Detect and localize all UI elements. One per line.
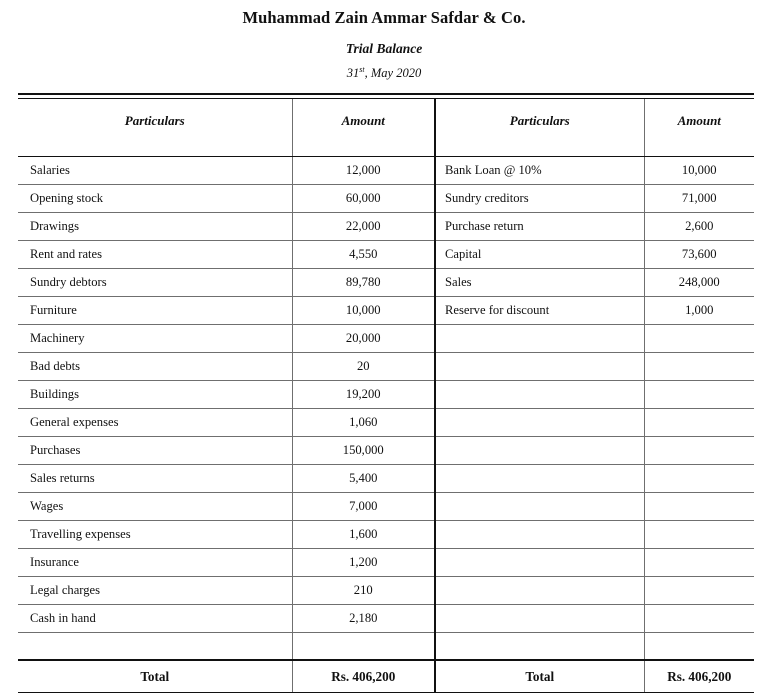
cell-amount-credit (644, 436, 754, 464)
table-body (18, 156, 754, 660)
total-label-debit: Total (18, 661, 292, 693)
table-row (18, 380, 754, 408)
cell-amount-credit (644, 576, 754, 604)
cell-amount-credit: 2,600 (644, 212, 754, 240)
cell-particular-debit: Drawings (18, 212, 292, 240)
table-row (18, 296, 754, 324)
cell-amount-debit: 1,060 (292, 408, 435, 436)
table-row (18, 212, 754, 240)
cell-amount-debit: 20,000 (292, 324, 435, 352)
table-row (18, 464, 754, 492)
total-amount-debit: Rs. 406,200 (292, 661, 435, 693)
cell-amount-credit: 1,000 (644, 296, 754, 324)
cell-particular-debit: Salaries (18, 156, 292, 184)
cell-particular-credit: Sales (435, 268, 644, 296)
table-row (18, 408, 754, 436)
document-heading (0, 0, 768, 81)
cell-particular-credit (435, 632, 644, 660)
cell-particular-credit (435, 548, 644, 576)
cell-particular-debit (18, 632, 292, 660)
cell-amount-credit (644, 324, 754, 352)
table-row (18, 240, 754, 268)
table-row (18, 268, 754, 296)
cell-particular-credit: Bank Loan @ 10% (435, 156, 644, 184)
table-row (18, 184, 754, 212)
trial-balance-table-wrapper (0, 93, 768, 696)
cell-amount-credit: 71,000 (644, 184, 754, 212)
cell-particular-credit: Sundry creditors (435, 184, 644, 212)
cell-particular-debit: Machinery (18, 324, 292, 352)
cell-particular-debit: Purchases (18, 436, 292, 464)
cell-particular-credit (435, 408, 644, 436)
cell-particular-credit (435, 604, 644, 632)
cell-amount-debit: 4,550 (292, 240, 435, 268)
date-ordinal-suffix: st (359, 64, 365, 74)
cell-particular-credit (435, 576, 644, 604)
cell-amount-credit: 248,000 (644, 268, 754, 296)
cell-amount-debit: 89,780 (292, 268, 435, 296)
cell-particular-credit (435, 436, 644, 464)
cell-amount-credit (644, 492, 754, 520)
table-row (18, 492, 754, 520)
table-footer (18, 660, 754, 696)
document-date (0, 65, 768, 81)
cell-particular-credit (435, 324, 644, 352)
column-header-amount-credit: Amount (644, 98, 754, 156)
cell-amount-debit: 22,000 (292, 212, 435, 240)
cell-particular-debit: Sales returns (18, 464, 292, 492)
cell-particular-debit: General expenses (18, 408, 292, 436)
cell-amount-credit (644, 464, 754, 492)
cell-amount-debit: 1,200 (292, 548, 435, 576)
date-day: 31 (346, 65, 360, 80)
cell-particular-debit: Legal charges (18, 576, 292, 604)
cell-amount-debit: 5,400 (292, 464, 435, 492)
cell-particular-credit (435, 380, 644, 408)
table-header (18, 94, 754, 157)
cell-particular-debit: Opening stock (18, 184, 292, 212)
cell-particular-credit: Purchase return (435, 212, 644, 240)
cell-amount-credit (644, 632, 754, 660)
cell-amount-debit: 2,180 (292, 604, 435, 632)
table-row (18, 520, 754, 548)
cell-amount-credit (644, 548, 754, 576)
cell-particular-debit: Bad debts (18, 352, 292, 380)
cell-amount-credit (644, 604, 754, 632)
cell-amount-debit: 60,000 (292, 184, 435, 212)
cell-particular-credit (435, 492, 644, 520)
cell-amount-credit: 10,000 (644, 156, 754, 184)
cell-amount-credit (644, 352, 754, 380)
cell-amount-debit: 150,000 (292, 436, 435, 464)
table-row (18, 324, 754, 352)
column-header-particulars-debit: Particulars (18, 98, 292, 156)
table-row (18, 436, 754, 464)
cell-particular-debit: Insurance (18, 548, 292, 576)
cell-particular-debit: Buildings (18, 380, 292, 408)
cell-amount-credit (644, 520, 754, 548)
total-label-credit: Total (435, 661, 644, 693)
table-header-row (18, 98, 754, 156)
cell-amount-debit: 20 (292, 352, 435, 380)
cell-particular-credit: Reserve for discount (435, 296, 644, 324)
cell-amount-debit: 7,000 (292, 492, 435, 520)
cell-amount-credit (644, 408, 754, 436)
cell-amount-debit: 1,600 (292, 520, 435, 548)
table-row (18, 548, 754, 576)
company-name: Muhammad Zain Ammar Safdar & Co. (242, 8, 526, 27)
cell-amount-debit: 19,200 (292, 380, 435, 408)
column-header-particulars-credit: Particulars (435, 98, 644, 156)
table-row (18, 352, 754, 380)
document-title: Trial Balance (345, 40, 423, 56)
cell-amount-debit: 210 (292, 576, 435, 604)
table-row (18, 156, 754, 184)
totals-row (18, 661, 754, 693)
cell-particular-credit (435, 464, 644, 492)
cell-amount-debit: 12,000 (292, 156, 435, 184)
cell-particular-debit: Rent and rates (18, 240, 292, 268)
column-header-amount-debit: Amount (292, 98, 435, 156)
cell-particular-credit (435, 352, 644, 380)
cell-particular-debit: Travelling expenses (18, 520, 292, 548)
cell-amount-debit: 10,000 (292, 296, 435, 324)
cell-amount-credit (644, 380, 754, 408)
cell-particular-debit: Sundry debtors (18, 268, 292, 296)
cell-amount-debit (292, 632, 435, 660)
cell-particular-credit: Capital (435, 240, 644, 268)
cell-particular-debit: Cash in hand (18, 604, 292, 632)
date-rest: , May 2020 (364, 65, 422, 80)
table-row (18, 576, 754, 604)
trial-balance-table (18, 93, 754, 696)
cell-amount-credit: 73,600 (644, 240, 754, 268)
cell-particular-credit (435, 520, 644, 548)
table-row-empty (18, 632, 754, 660)
cell-particular-debit: Furniture (18, 296, 292, 324)
cell-particular-debit: Wages (18, 492, 292, 520)
table-row (18, 604, 754, 632)
total-amount-credit: Rs. 406,200 (644, 661, 754, 693)
